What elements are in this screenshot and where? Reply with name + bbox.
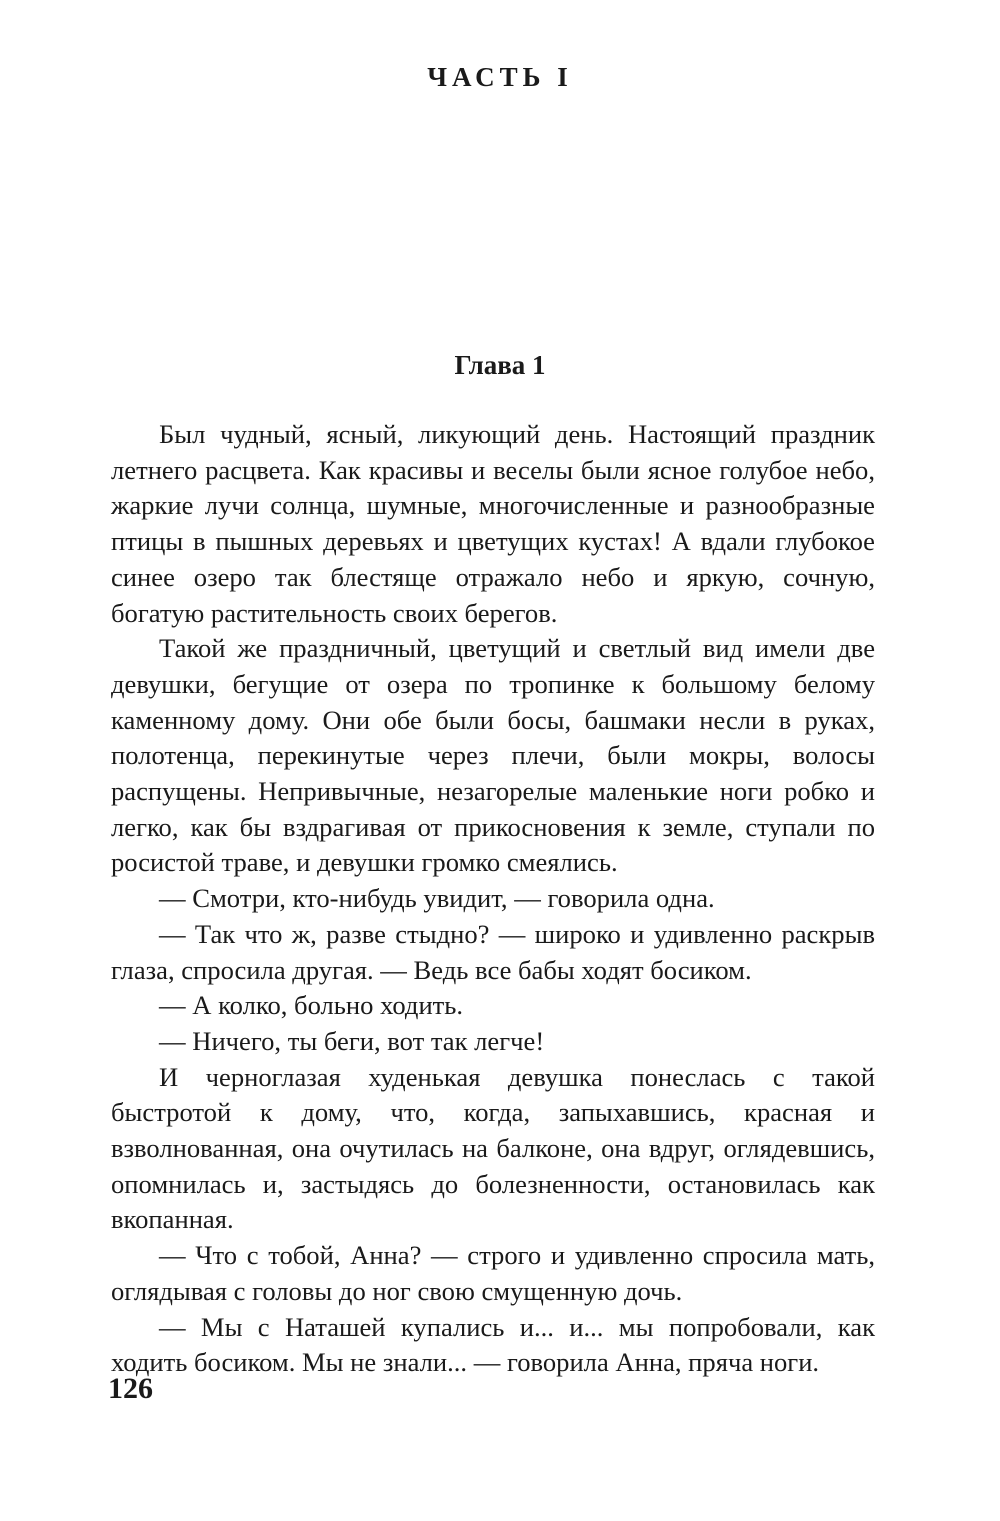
chapter-body-text (111, 417, 875, 1381)
dialogue-line-1: — Смотри, кто-нибудь увидит, — говорила одна. (159, 883, 715, 914)
dialogue-line-4: — Ничего, ты беги, вот так легче! (159, 1025, 545, 1056)
chapter-title: Глава 1 (454, 350, 546, 380)
dialogue-line-2: — Так что ж, разве стыдно? — широко и удивленно раскрыв глаза, спросила другая. — Ведь все бабы ходят босиком. (111, 918, 875, 985)
paragraph-1: Был чудный, ясный, ликующий день. Настоящий праздник летнего расцвета. Как красивы и веселы были ясное голубое небо, жаркие лучи солнца, шумные, многочисленные и разнообразные птицы в пышных деревьях и цветущих кустах! А вдали глубокое синее озеро так блестяще отражало небо и яркую, сочную, богатую растительность своих берегов. (111, 419, 875, 628)
dialogue-line-3: — А колко, больно ходить. (159, 990, 464, 1021)
page-number: 126 (108, 1372, 153, 1405)
paragraph-3: И черноглазая худенькая девушка понеслась с такой быстротой к дому, что, когда, запыхавшись, красная и взволнованная, она очутилась на балконе, она вдруг, оглядевшись, опомнилась и, застыдясь до болезненности, остановилась как вкопанная. (111, 1061, 875, 1235)
dialogue-line-5: — Что с тобой, Анна? — строго и удивленно спросила мать, оглядывая с головы до ног свою смущенную дочь. (111, 1240, 875, 1306)
part-title: ЧАСТЬ I (427, 62, 573, 92)
dialogue-line-6: — Мы с Наташей купались и... и... мы попробовали, как ходить босиком. Мы не знали... — говорила Анна, пряча ноги. (111, 1311, 875, 1378)
paragraph-2: Такой же праздничный, цветущий и светлый вид имели две девушки, бегущие от озера по тропинке к большому белому каменному дому. Они обе были босы, башмаки несли в руках, полотенца, перекинутые через плечи, были мокры, волосы распущены. Непривычные, незагорелые маленькие ноги робко и легко, как бы вздрагивая от прикосновения к земле, ступали по росистой траве, и девушки громко смеялись. (111, 633, 875, 878)
